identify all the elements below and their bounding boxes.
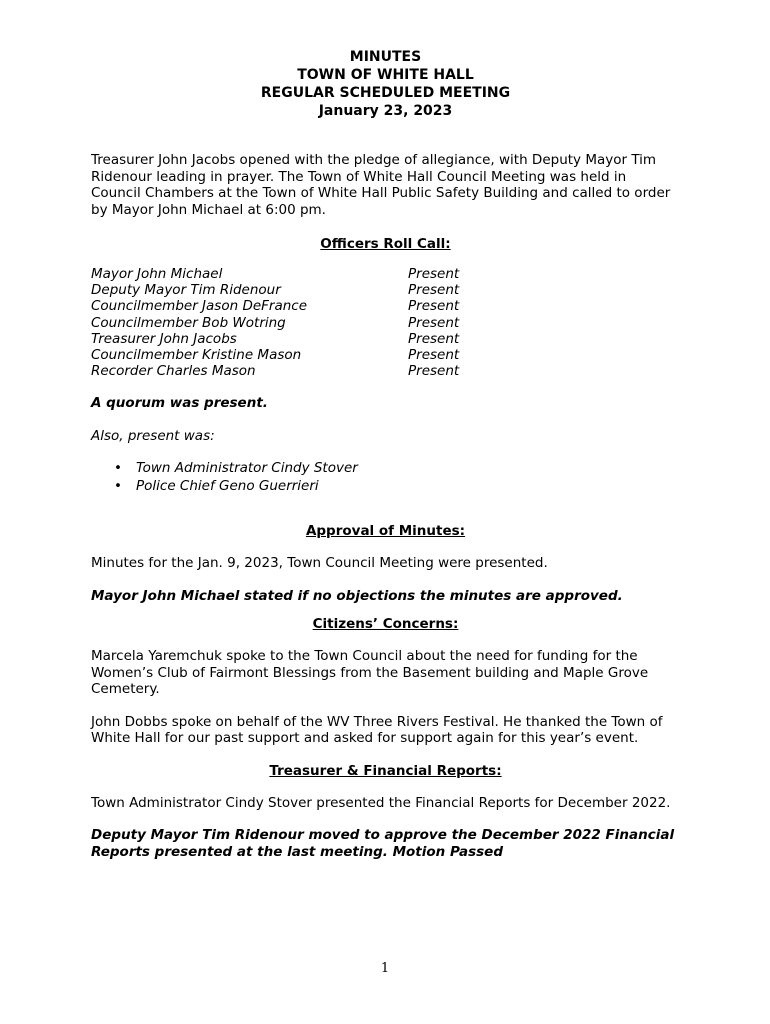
bullet-icon: • bbox=[114, 478, 122, 495]
citizen-concern-paragraph: Marcela Yaremchuk spoke to the Town Council about the need for funding for the Women’s Club of Fairmont Blessings from the Basement building and Maple Grove Cemetery. bbox=[91, 648, 649, 698]
citizens-concerns-heading: Citizens’ Concerns: bbox=[312, 616, 459, 633]
roll-call-name: Deputy Mayor Tim Ridenour bbox=[91, 282, 281, 299]
title-town: TOWN OF WHITE HALL bbox=[297, 67, 474, 83]
title-meeting-type: REGULAR SCHEDULED MEETING bbox=[260, 85, 511, 101]
roll-call-status: Present bbox=[408, 363, 460, 380]
roll-call-heading: Officers Roll Call: bbox=[320, 236, 451, 252]
also-present-label: Also, present was: bbox=[91, 427, 215, 444]
financial-reports-text: Town Administrator Cindy Stover presented the Financial Reports for December 2022. bbox=[91, 794, 671, 811]
list-item bbox=[114, 459, 680, 477]
page-number: 1 bbox=[380, 961, 390, 976]
roll-call-status: Present bbox=[408, 266, 460, 282]
title-minutes: MINUTES bbox=[349, 49, 422, 65]
also-present-list bbox=[91, 459, 680, 495]
roll-call-name: Recorder Charles Mason bbox=[91, 363, 256, 380]
roll-call-status: Present bbox=[408, 298, 460, 315]
roll-call-list bbox=[91, 266, 680, 379]
roll-call-status: Present bbox=[408, 282, 460, 299]
quorum-statement: A quorum was present. bbox=[91, 395, 268, 412]
citizen-concern-paragraph: John Dobbs spoke on behalf of the WV Three Rivers Festival. He thanked the Town of White Hall for our past support and asked for support again for this year’s event. bbox=[91, 713, 663, 747]
bullet-icon: • bbox=[114, 460, 122, 477]
roll-call-name: Councilmember Kristine Mason bbox=[91, 347, 302, 364]
roll-call-row bbox=[91, 363, 680, 379]
treasurer-reports-heading: Treasurer & Financial Reports: bbox=[269, 762, 502, 779]
attendee-name: Police Chief Geno Guerrieri bbox=[136, 478, 319, 495]
roll-call-status: Present bbox=[408, 314, 460, 331]
list-item bbox=[114, 477, 680, 495]
roll-call-row bbox=[91, 315, 680, 331]
roll-call-row bbox=[91, 347, 680, 363]
approval-heading: Approval of Minutes: bbox=[305, 523, 466, 540]
title-date: January 23, 2023 bbox=[318, 103, 453, 119]
roll-call-row bbox=[91, 282, 680, 298]
roll-call-status: Present bbox=[408, 347, 460, 364]
roll-call-row bbox=[91, 298, 680, 314]
opening-paragraph: Treasurer John Jacobs opened with the pledge of allegiance, with Deputy Mayor Tim Ridenour leading in prayer. The Town of White Hall Council Meeting was held in Council Chambers at the Town of White Hall Public Safety Building and called to order by Mayor John Michael at 6:00 pm. bbox=[91, 152, 671, 218]
minutes-presented-text: Minutes for the Jan. 9, 2023, Town Council Meeting were presented. bbox=[91, 555, 548, 572]
minutes-approved-statement: Mayor John Michael stated if no objections the minutes are approved. bbox=[91, 587, 623, 604]
roll-call-name: Mayor John Michael bbox=[91, 266, 223, 282]
roll-call-name: Councilmember Bob Wotring bbox=[91, 314, 286, 331]
title-block bbox=[91, 48, 680, 120]
roll-call-status: Present bbox=[408, 330, 460, 347]
roll-call-row bbox=[91, 331, 680, 347]
roll-call-row bbox=[91, 266, 680, 282]
roll-call-name: Treasurer John Jacobs bbox=[91, 330, 237, 347]
roll-call-name: Councilmember Jason DeFrance bbox=[91, 298, 308, 315]
motion-statement: Deputy Mayor Tim Ridenour moved to approve the December 2022 Financial Reports presented at the last meeting. Motion Passed bbox=[91, 827, 675, 860]
attendee-name: Town Administrator Cindy Stover bbox=[136, 460, 358, 477]
